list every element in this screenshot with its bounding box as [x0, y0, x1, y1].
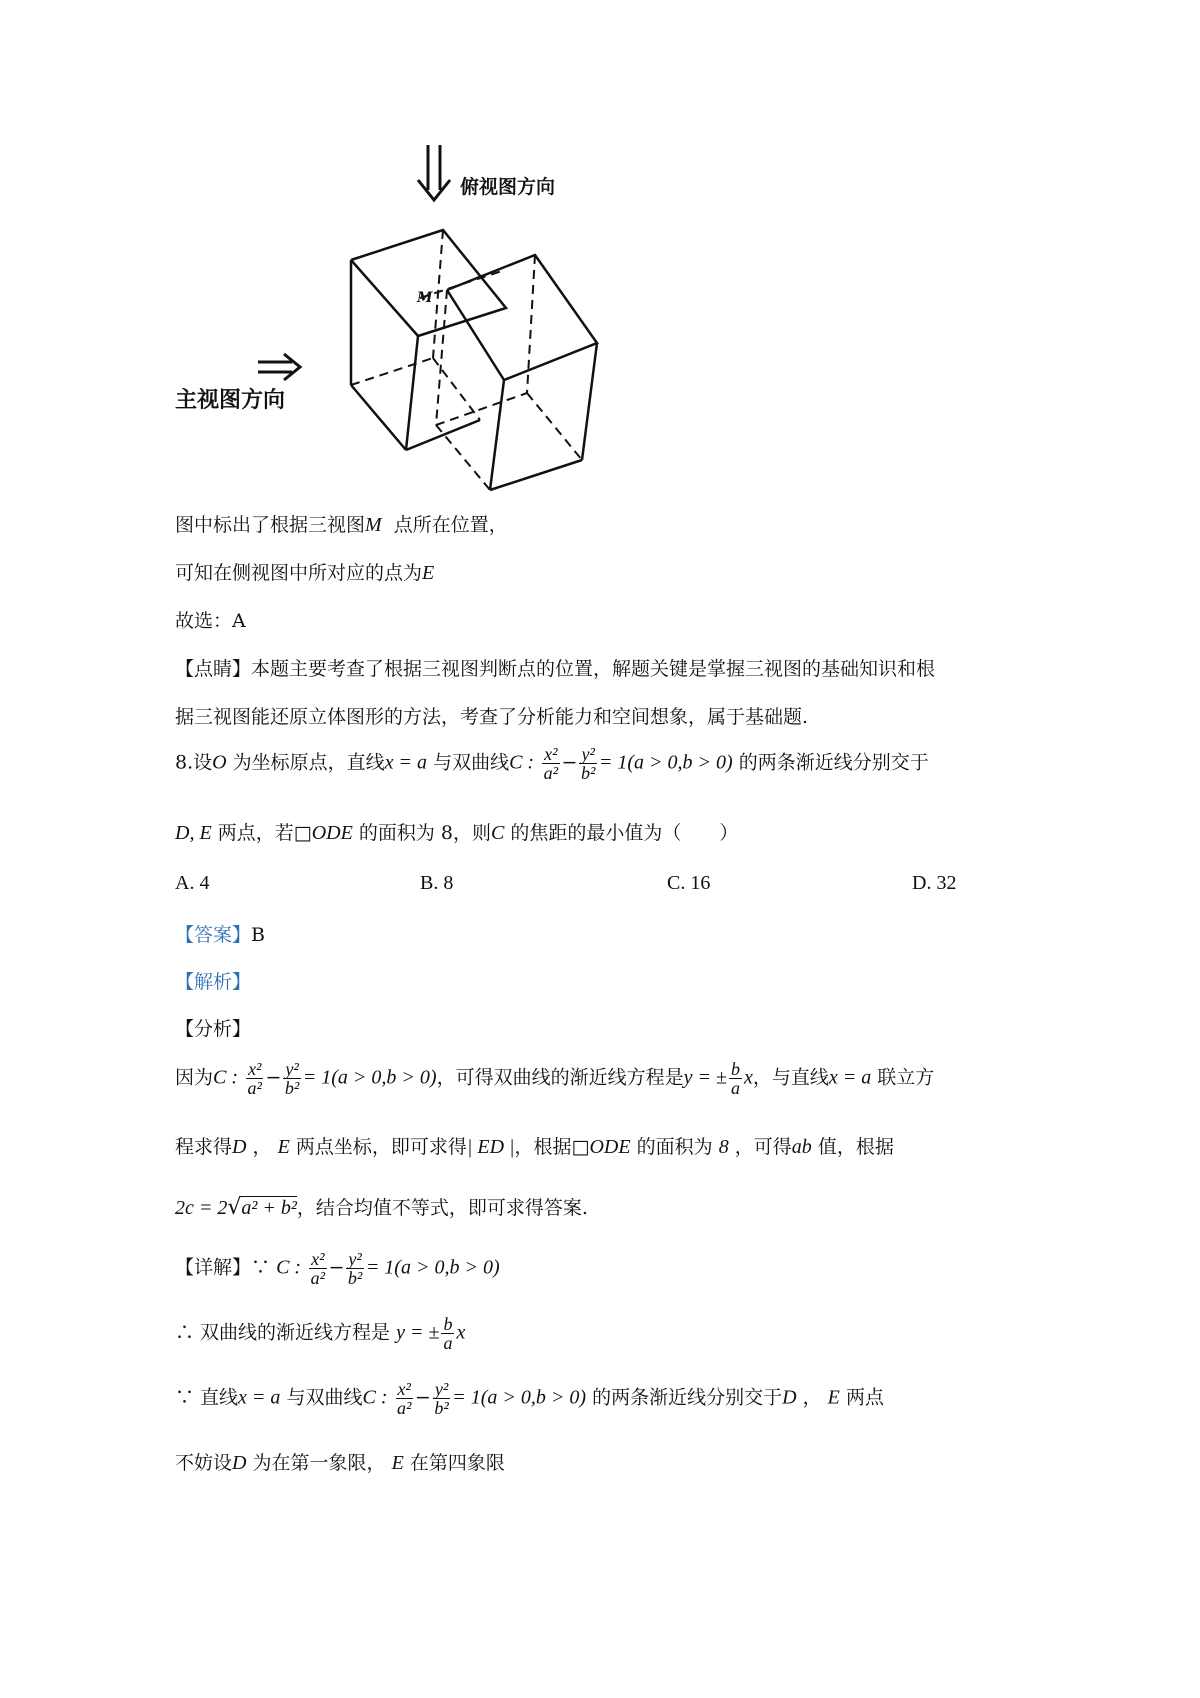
- option-c: C. 16: [667, 872, 711, 894]
- cube-left-hidden: [351, 230, 480, 420]
- detail-line-1: 【详解】∵ C : $\frac{\text{x²}}{\text{a²}}$ − $\frac{\text{y²}}{\text{b²}}$ = 1(a > 0,b > 0): [175, 1249, 500, 1288]
- solid-figure: [0, 0, 1200, 500]
- front-view-label: 主视图方向: [175, 388, 286, 413]
- q7-line-2: 可知在侧视图中所对应的点为E: [175, 562, 435, 584]
- top-view-arrow-icon: [418, 145, 450, 200]
- q7-remark-2: 据三视图能还原立体图形的方法，考查了分析能力和空间想象，属于基础题.: [175, 706, 809, 728]
- front-view-arrow-icon: [258, 354, 300, 380]
- q7-remark-1: 【点睛】本题主要考查了根据三视图判断点的位置，解题关键是掌握三视图的基础知识和根: [175, 658, 936, 680]
- detail-line-4: 不妨设D 为在第一象限， E 在第四象限: [175, 1452, 505, 1474]
- detail-line-2: ∴ 双曲线的渐近线方程是 y = ± $\frac{b}{a}$ x: [175, 1314, 466, 1353]
- q7-line-1: 图中标出了根据三视图M 点所在位置，: [175, 514, 508, 536]
- analysis-line-3: 2c = 2√a² + b²，结合均值不等式，即可求得答案.: [175, 1195, 588, 1220]
- q7-line-3: 故选：A: [175, 610, 246, 632]
- option-b: B. 8: [420, 872, 454, 894]
- answer-line: 【答案】B: [175, 924, 265, 946]
- detail-line-3: ∵ 直线x = a 与双曲线C : $\frac{\text{x²}}{\text{a²}}$ − $\frac{\text{y²}}{\text{b²}}$ = 1(a > 0,b > 0) 的两条渐近线分别交于D ， E 两点: [175, 1379, 884, 1418]
- point-m-label: M: [417, 290, 433, 306]
- option-d: D. 32: [912, 872, 957, 894]
- analysis-line-1: 因为C : $\frac{\text{x²}}{\text{a²}}$ − $\frac{\text{y²}}{\text{b²}}$ = 1(a > 0,b > 0)，可得双曲线的渐近线方程是y = ± $\frac{b}{a}$ x，与直线x = a 联立方: [175, 1059, 935, 1098]
- fenxi-heading: 【分析】: [175, 1018, 252, 1040]
- analysis-heading: 【解析】: [175, 971, 252, 993]
- q8-stem-1: 8.设O 为坐标原点，直线x = a 与双曲线C : $\frac{\text{x²}}{\text{a²}}$ − $\frac{\text{y²}}{\text{b²}}$ = 1(a > 0,b > 0) 的两条渐近线分别交于: [175, 744, 929, 783]
- option-a: A. 4: [175, 872, 210, 894]
- analysis-line-2: 程求得D ， E 两点坐标，即可求得| ED |，根据□ODE 的面积为 8 ，可得ab 值，根据: [175, 1136, 894, 1158]
- cube-left: [351, 230, 506, 450]
- top-view-label: 俯视图方向: [460, 176, 556, 198]
- cube-right: [447, 255, 597, 490]
- q8-stem-2: D, E 两点，若□ODE 的面积为 8，则C 的焦距的最小值为（ ）: [175, 822, 739, 844]
